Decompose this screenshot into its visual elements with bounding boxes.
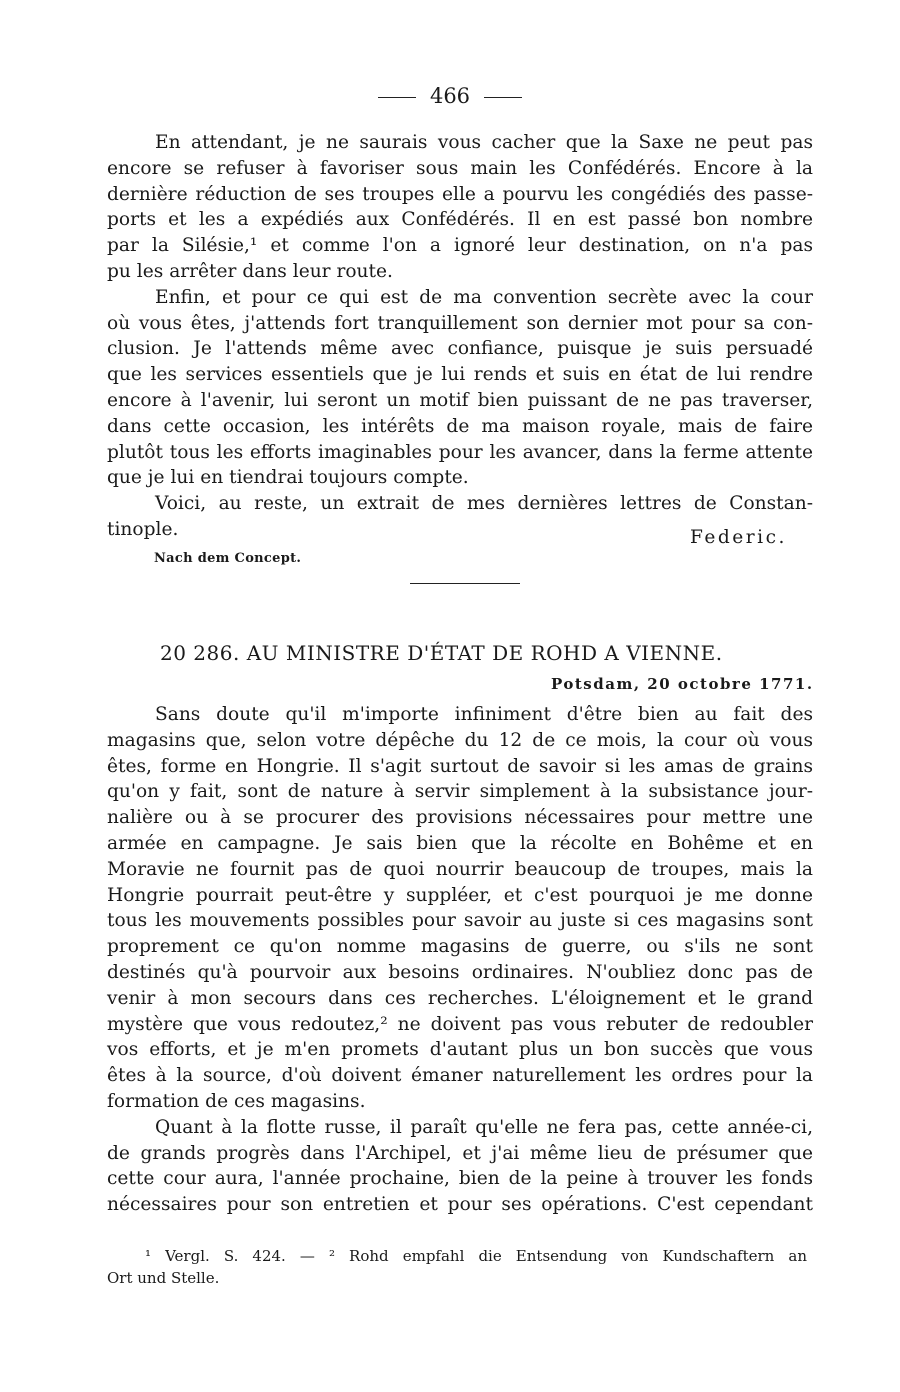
page-header (0, 84, 900, 108)
date-line: Potsdam, 20 octobre 1771. (551, 675, 814, 693)
paragraph (107, 1115, 813, 1218)
text-line: ports et les a expédiés aux Confédérés. Il en est passé bon nombre (107, 209, 813, 231)
header-dash-right (484, 97, 522, 98)
text-line: de grands progrès dans l'Archipel, et j'ai même lieu de présumer que (107, 1142, 813, 1164)
text-line: qu'on y fait, sont de nature à servir simplement à la subsistance jour- (107, 781, 813, 803)
text-line: pu les arrêter dans leur route. (107, 260, 393, 282)
text-line: plutôt tous les efforts imaginables pour les avancer, dans la ferme attente (107, 441, 813, 463)
header-dash-left (378, 97, 416, 98)
document-title: 20 286. AU MINISTRE D'ÉTAT DE ROHD A VIENNE. (160, 641, 723, 665)
text-line: que je lui en tiendrai toujours compte. (107, 467, 469, 489)
text-line: Hongrie pourrait peut-être y suppléer, et c'est pourquoi je me donne (107, 884, 813, 906)
paragraph (107, 285, 813, 491)
text-line: par la Silésie,¹ et comme l'on a ignoré leur destination, on n'a pas (107, 235, 813, 257)
text-line: êtes, forme en Hongrie. Il s'agit surtout de savoir si les amas de grains (107, 755, 813, 777)
text-line: magasins que, selon votre dépêche du 12 de ce mois, la cour où vous (107, 729, 813, 751)
text-line: venir à mon secours dans ces recherches. L'éloignement et le grand (107, 987, 813, 1009)
letter-body-top (107, 130, 813, 543)
footnote-line: Ort und Stelle. (107, 1269, 220, 1287)
text-line: encore se refuser à favoriser sous main les Confédérés. Encore à la (107, 157, 813, 179)
text-line: Quant à la flotte russe, il paraît qu'elle ne fera pas, cette année-ci, (155, 1116, 813, 1138)
text-line: nécessaires pour son entretien et pour ses opérations. C'est cependant (107, 1194, 813, 1216)
text-line: tinople. (107, 518, 179, 540)
text-line: Enfin, et pour ce qui est de ma convention secrète avec la cour (155, 286, 813, 308)
text-line: dans cette occasion, les intérêts de ma maison royale, mais de faire (107, 415, 813, 437)
paragraph (107, 702, 813, 1115)
text-line: dernière réduction de ses troupes elle a pourvu les congédiés des passe- (107, 183, 813, 205)
text-line: tous les mouvements possibles pour savoir au juste si ces magasins sont (107, 910, 813, 932)
text-line: clusion. Je l'attends même avec confiance, puisque je suis persuadé (107, 338, 813, 360)
footnote-line: ¹ Vergl. S. 424. — ² Rohd empfahl die Entsendung von Kundschaftern an (145, 1247, 807, 1265)
text-line: encore à l'avenir, lui seront un motif bien puissant de ne pas traverser, (107, 389, 813, 411)
paragraph (107, 130, 813, 285)
page-number: 466 (429, 84, 471, 108)
text-line: cette cour aura, l'année prochaine, bien de la peine à trouver les fonds (107, 1168, 813, 1190)
text-line: vos efforts, et je m'en promets d'autant plus un bon succès que vous (107, 1039, 813, 1061)
section-divider (410, 583, 520, 584)
text-line: En attendant, je ne saurais vous cacher que la Saxe ne peut pas (155, 132, 813, 153)
source-note: Nach dem Concept. (154, 551, 302, 566)
text-line: proprement ce qu'on nomme magasins de guerre, ou s'ils ne sont (107, 936, 813, 958)
text-line: êtes à la source, d'où doivent émaner naturellement les ordres pour la (107, 1065, 813, 1087)
signature: Federic. (690, 527, 787, 548)
letter-body-bottom (107, 702, 813, 1218)
text-line: Moravie ne fournit pas de quoi nourrir beaucoup de troupes, mais la (107, 858, 813, 880)
text-line: destinés qu'à pourvoir aux besoins ordinaires. N'oubliez donc pas de (107, 961, 813, 983)
footnotes (107, 1245, 807, 1289)
text-line: où vous êtes, j'attends fort tranquillement son dernier mot pour sa con- (107, 312, 813, 334)
text-line: Sans doute qu'il m'importe infiniment d'être bien au fait des (155, 704, 813, 725)
text-line: armée en campagne. Je sais bien que la récolte en Bohême et en (107, 832, 813, 854)
text-line: mystère que vous redoutez,² ne doivent pas vous rebuter de redoubler (107, 1013, 813, 1035)
text-line: que les services essentiels que je lui rends et suis en état de lui rendre (107, 364, 813, 386)
text-line: nalière ou à se procurer des provisions nécessaires pour mettre une (107, 807, 813, 829)
text-line: formation de ces magasins. (107, 1090, 366, 1112)
text-line: Voici, au reste, un extrait de mes dernières lettres de Constan- (155, 493, 813, 515)
